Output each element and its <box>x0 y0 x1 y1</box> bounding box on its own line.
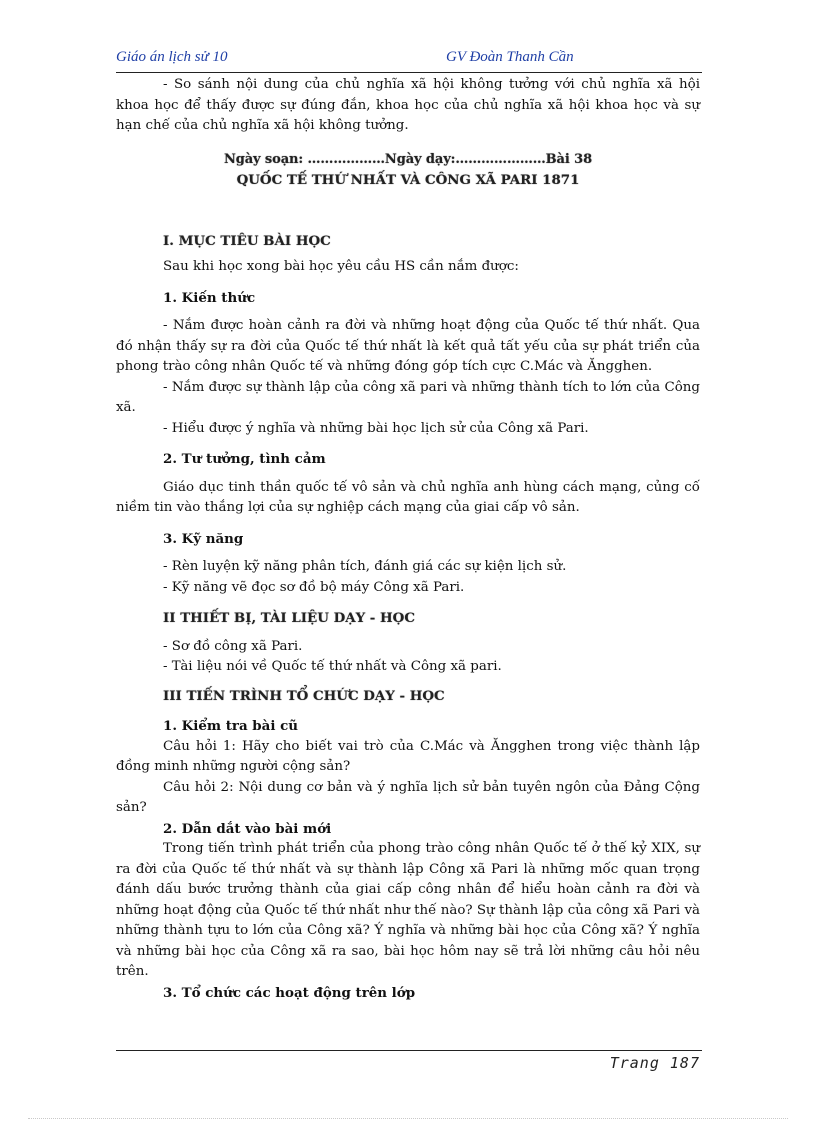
knowledge-item: - Nắm được sự thành lập của công xã pari và những thành tích to lớn của Công xã. <box>116 379 700 415</box>
page-header <box>116 48 702 73</box>
attitude-text: Giáo dục tinh thần quốc tế vô sản và chủ nghĩa anh hùng cách mạng, củng cố niềm tin vào thắng lợi của sự nghiệp cách mạng của giai cấp vô sản. <box>116 479 700 515</box>
page-edge-divider <box>28 1118 788 1119</box>
equipment-item: - Sơ đồ công xã Pari. <box>163 638 303 654</box>
header-course-title: Giáo án lịch sử 10 <box>116 49 228 65</box>
lesson-dateline: Ngày soạn: ………………Ngày dạy:…………………Bài 38 <box>223 151 593 167</box>
review-question-1: Câu hỏi 1: Hãy cho biết vai trò của C.Mác và Ăngghen trong việc thành lập đồng minh những người cộng sản? <box>116 738 700 774</box>
page-footer <box>116 1050 702 1072</box>
knowledge-heading: 1. Kiến thức <box>163 289 256 306</box>
section-3-heading: III TIẾN TRÌNH TỔ CHỨC DẠY - HỌC <box>163 687 445 704</box>
header-teacher-name: GV Đoàn Thanh Cần <box>446 49 574 65</box>
activities-heading: 3. Tổ chức các hoạt động trên lớp <box>163 984 416 1001</box>
knowledge-item: - Nắm được hoàn cảnh ra đời và những hoạt động của Quốc tế thứ nhất. Qua đó nhận thấy sự ra đời của Quốc tế thứ nhất là kết quả tất yếu của sự phát triển của phong trào công nhân Quốc tế và những đóng góp tích cực C.Mác và Ăngghen. <box>116 318 700 374</box>
equipment-item: - Tài liệu nói về Quốc tế thứ nhất và Công xã pari. <box>163 659 502 674</box>
lesson-title: QUỐC TẾ THỨ NHẤT VÀ CÔNG XÃ PARI 1871 <box>236 172 580 188</box>
section-1-heading: I. MỤC TIÊU BÀI HỌC <box>163 232 331 249</box>
skills-item: - Rèn luyện kỹ năng phân tích, đánh giá các sự kiện lịch sử. <box>163 559 567 574</box>
page-number: Trang 187 <box>609 1054 700 1072</box>
knowledge-item: - Hiểu được ý nghĩa và những bài học lịch sử của Công xã Pari. <box>163 420 589 436</box>
section-2-heading: II THIẾT BỊ, TÀI LIỆU DẠY - HỌC <box>163 610 415 626</box>
skills-item: - Kỹ năng vẽ đọc sơ đồ bộ máy Công xã Pari. <box>163 579 465 595</box>
section-1-intro: Sau khi học xong bài học yêu cầu HS cần nắm được: <box>163 259 519 274</box>
review-heading: 1. Kiểm tra bài cũ <box>163 718 298 734</box>
attitude-heading: 2. Tư tưởng, tình cảm <box>163 451 326 467</box>
skills-heading: 3. Kỹ năng <box>163 530 244 547</box>
document-body <box>116 72 700 1003</box>
review-question-2: Câu hỏi 2: Nội dung cơ bản và ý nghĩa lịch sử bản tuyên ngôn của Đảng Cộng sản? <box>116 779 700 815</box>
lead-in-heading: 2. Dẫn dắt vào bài mới <box>163 820 332 837</box>
lead-in-text: Trong tiến trình phát triển của phong trào công nhân Quốc tế ở thế kỷ XIX, sự ra đời của Quốc tế thứ nhất và sự thành lập Công xã Pari là những mốc quan trọng đánh dấu bước trưởng thành của giai cấp công nhân để hiểu hoàn cảnh ra đời và những hoạt động của Quốc tế thứ nhất như thế nào? Sự thành lập của công xã Pari và những thành tựu to lớn của Công xã? Ý nghĩa và những bài học của Công xã? Ý nghĩa và những bài học của Công xã ra sao, bài học hôm nay sẽ trả lời những câu hỏi nêu trên. <box>116 841 700 979</box>
intro-paragraph: - So sánh nội dung của chủ nghĩa xã hội không tưởng với chủ nghĩa xã hội khoa học để thấy được sự đúng đắn, khoa học của chủ nghĩa xã hội khoa học và sự hạn chế của chủ nghĩa xã hội không tưởng. <box>116 77 700 133</box>
